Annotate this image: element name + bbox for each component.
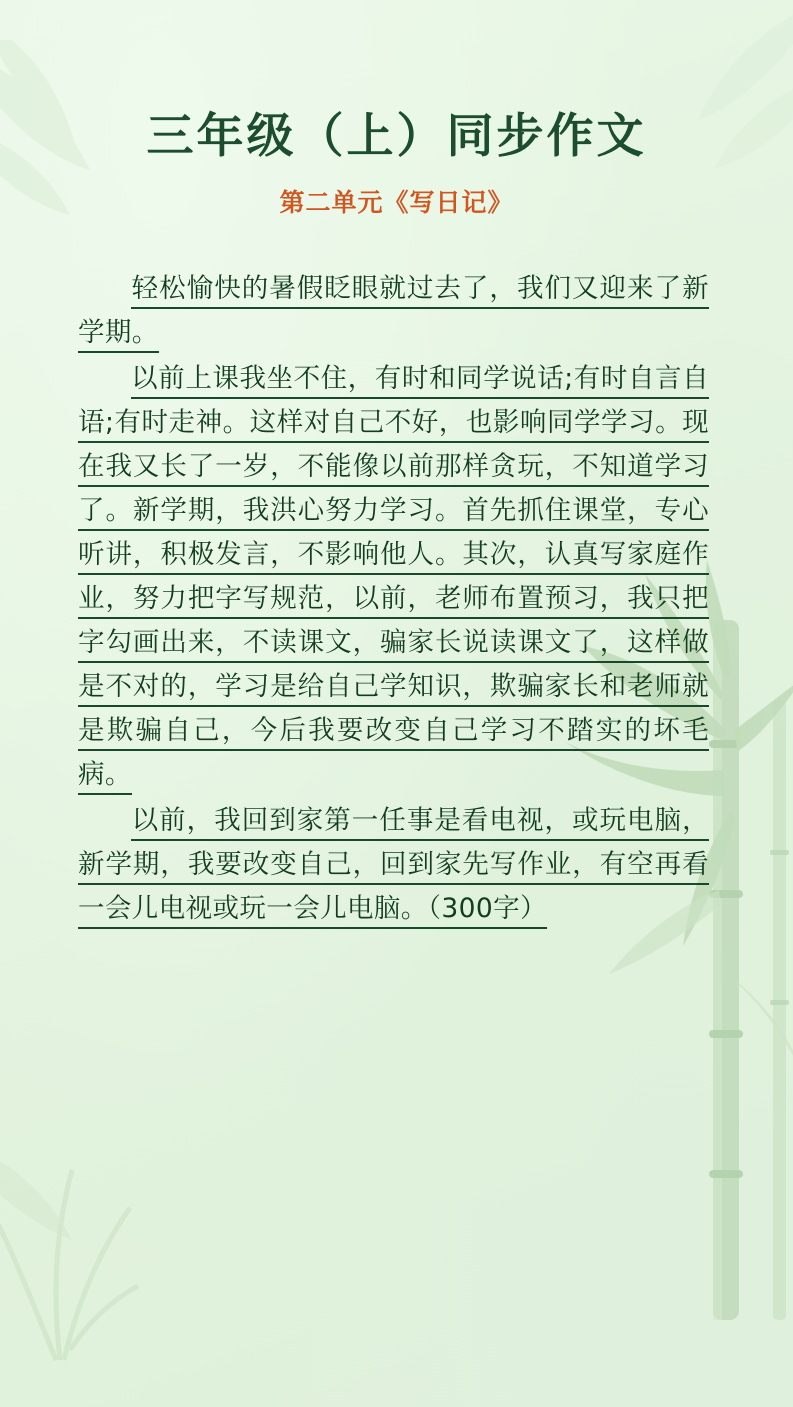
- grass-icon: [0, 1020, 260, 1380]
- paragraph: [78, 267, 709, 355]
- page-title: 三年级（上）同步作文: [146, 109, 647, 164]
- document-header: [0, 0, 793, 219]
- paragraph: [78, 799, 709, 931]
- essay-body: [0, 267, 793, 931]
- paragraph-text: 轻松愉快的暑假眨眼就过去了，我们又迎来了新学期。: [78, 273, 709, 353]
- paragraph-text: 以前上课我坐不住，有时和同学说话;有时自言自语;有时走神。这样对自己不好，也影响同学学习。现在我又长了一岁，不能像以前那样贪玩，不知道学习了。新学期，我洪心努力学习。首先抓住课堂，专心听讲，积极发言，不影响他人。其次，认真写家庭作业，努力把字写规范，以前，老师布置预习，我只把字勾画出来，不读课文，骗家长说读课文了，这样做是不对的，学习是给自己学知识，欺骗家长和老师就是欺骗自己，今后我要改变自己学习不踏实的坏毛病。: [78, 363, 709, 795]
- paragraph-text: 以前，我回到家第一任事是看电视，或玩电脑，新学期，我要改变自己，回到家先写作业，有空再看一会儿电视或玩一会儿电脑。（300字）: [78, 805, 709, 929]
- paragraph: [78, 357, 709, 797]
- page-subtitle: 第二单元《写日记》: [279, 187, 514, 217]
